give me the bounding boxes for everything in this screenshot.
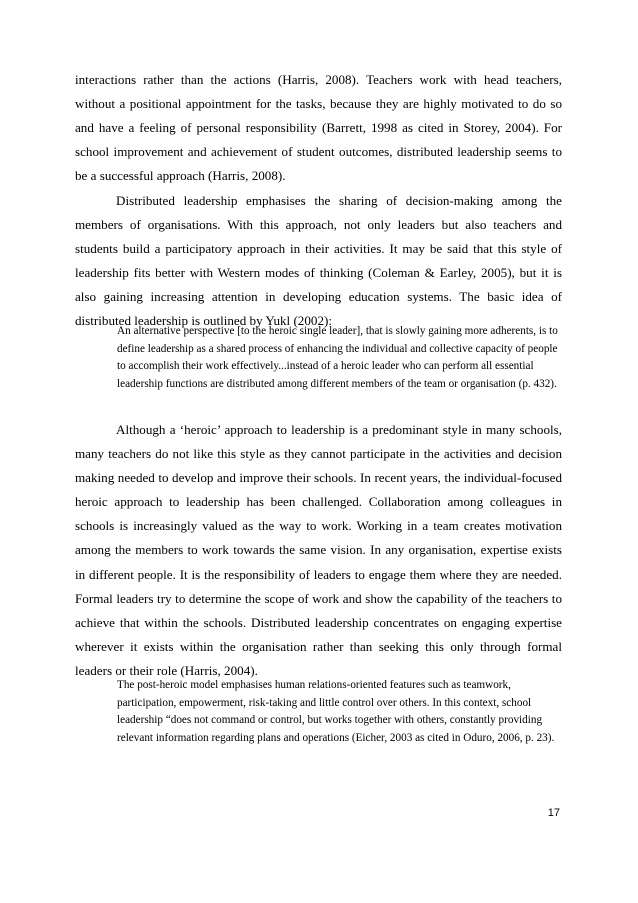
block-quote-eicher: The post-heroic model emphasises human relations-oriented features such as teamwork, participation, empowerment, risk-taking and little control over others. In this context, school leadership “does not command or control, but works together with others, constantly providing relevant information regarding plans and operations (Eicher, 2003 as cited in Oduro, 2006, p. 23). — [117, 679, 555, 744]
paragraph-1: interactions rather than the actions (Harris, 2008). Teachers work with head teachers, without a positional appointment for the tasks, because they are highly motivated to do so and have a feeling of personal responsibility (Barrett, 1998 as cited in Storey, 2004). For school improvement and achievement of student outcomes, distributed leadership seems to be a successful approach (Harris, 2008). — [75, 72, 562, 184]
paragraph-2: Distributed leadership emphasises the sharing of decision-making among the members of organisations. With this approach, not only leaders but also teachers and students build a participatory approach in their activities. It may be said that this style of leadership fits better with Western modes of thinking (Coleman & Earley, 2005), but it is also gaining increasing attention in developing education systems. The basic idea of distributed leadership is outlined by Yukl (2002): — [75, 192, 562, 328]
paragraph-3: Although a ‘heroic’ approach to leadership is a predominant style in many schools, many teachers do not like this style as they cannot participate in the activities and decision making needed to develop and improve their schools. In recent years, the individual-focused heroic approach to leadership has been challenged. Collaboration among colleagues in schools is increasingly valued as the way to work. Working in a team creates motivation among the members to work towards the same vision. In any organisation, expertise exists in different people. It is the responsibility of leaders to engage them where they are needed. Formal leaders try to determine the scope of work and show the capability of the teachers to achieve that within the schools. Distributed leadership concentrates on engaging expertise wherever it exists within the organisation rather than seeking this only through formal leaders or their role (Harris, 2004). — [75, 422, 562, 678]
block-quote-yukl: An alternative perspective [to the heroic single leader], that is slowly gaining more adherents, is to define leadership as a shared process of enhancing the individual and collective capacity of people to accomplish their work effectively...instead of a heroic leader who can perform all essential leadership functions are distributed among different members of the team or organisation (p. 432). — [117, 325, 558, 390]
page-number: 17 — [547, 807, 560, 819]
